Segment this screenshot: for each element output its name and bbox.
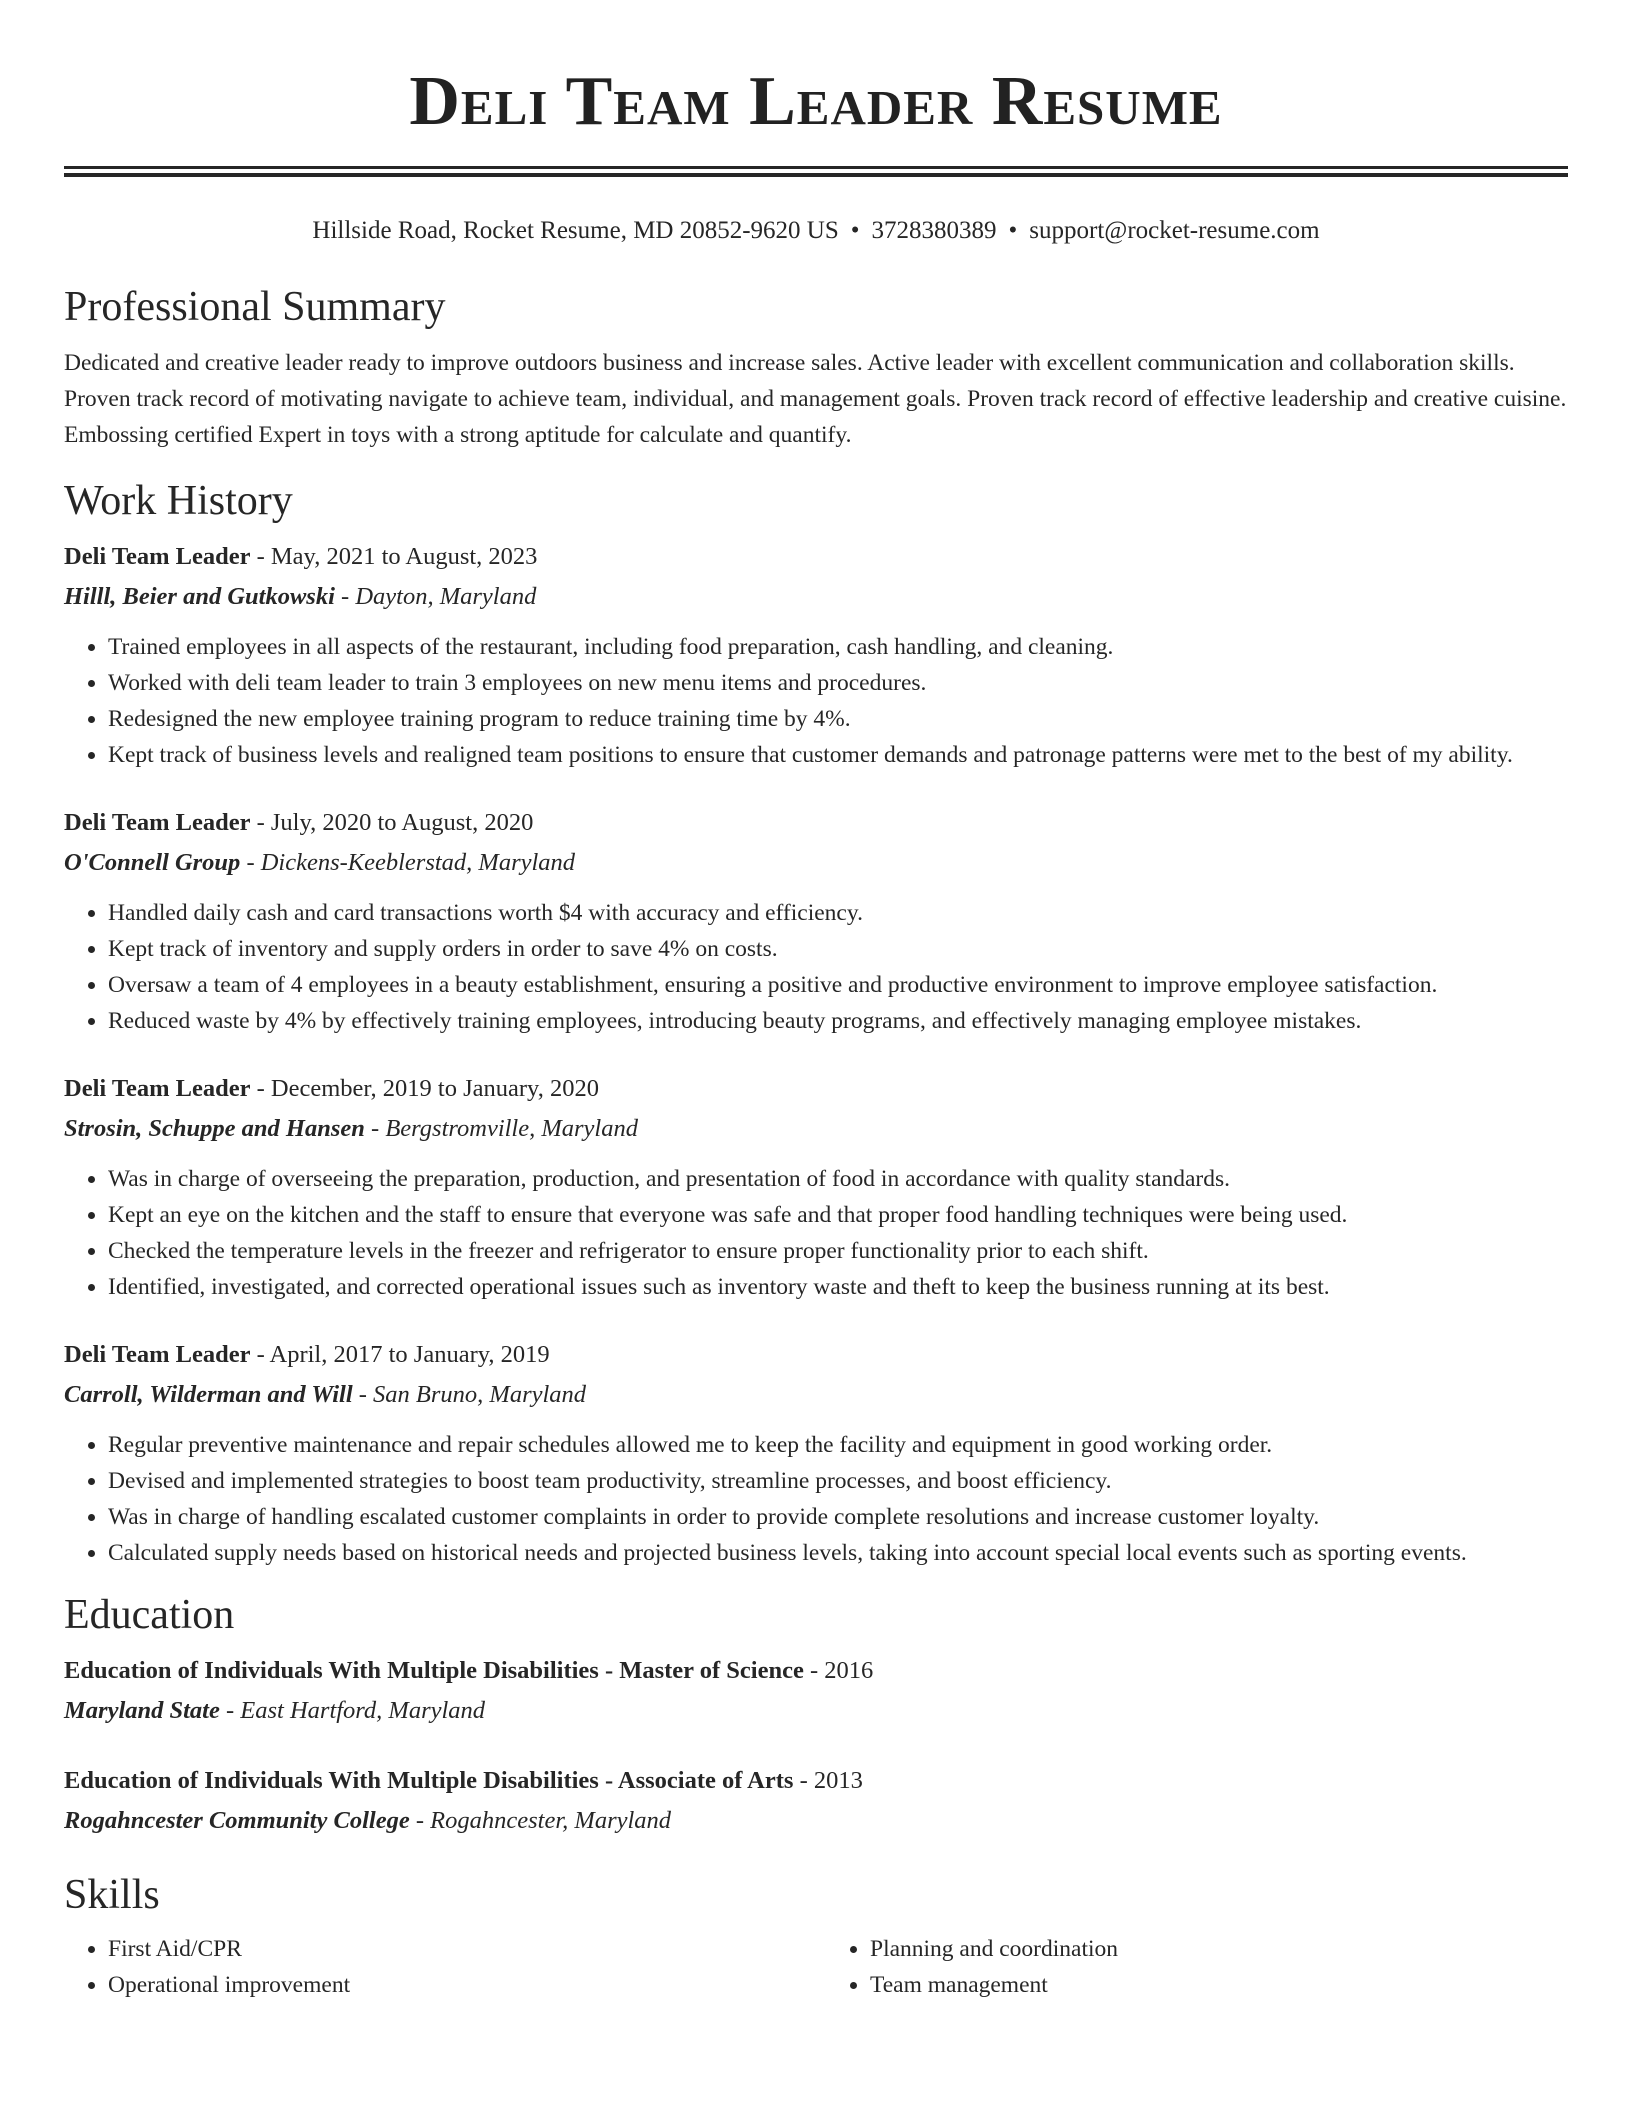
education-year: - 2016 — [803, 1657, 874, 1684]
resume-page — [64, 0, 1568, 2003]
job-company-line — [64, 843, 1568, 883]
job-company: Hilll, Beier and Gutkowski — [64, 583, 335, 610]
education-school: Rogahncester Community College — [64, 1807, 410, 1834]
list-item: • Reduced waste by 4% by effectively training employees, introducing beauty programs, and effectively managing employee mistakes. — [108, 1003, 1568, 1039]
job-header — [64, 1069, 1568, 1109]
job-entry — [64, 1069, 1568, 1305]
job-location: - Bergstromville, Maryland — [364, 1115, 638, 1142]
education-location: - Rogahncester, Maryland — [409, 1807, 672, 1834]
job-location: - Dickens-Keeblerstad, Maryland — [240, 849, 576, 876]
job-bullets — [64, 629, 1568, 773]
education-header — [64, 1761, 1568, 1801]
list-item: • Worked with deli team leader to train 3 employees on new menu items and procedures. — [108, 665, 1568, 701]
education-heading: Education — [64, 1592, 235, 1638]
list-item: • Kept track of business levels and realigned team positions to ensure that customer demands and patronage patterns were met to the best of my ability. — [108, 737, 1568, 773]
education-location: - East Hartford, Maryland — [219, 1697, 486, 1724]
job-company-line — [64, 577, 1568, 617]
job-company: O'Connell Group — [64, 849, 241, 876]
job-bullets — [64, 1427, 1568, 1571]
skill-item: • Operational improvement — [108, 1967, 806, 2003]
education-year: - 2013 — [793, 1767, 863, 1794]
job-company-line — [64, 1375, 1568, 1415]
job-header — [64, 803, 1568, 843]
list-item: • Was in charge of overseeing the preparation, production, and presentation of food in accordance with quality standards. — [108, 1161, 1568, 1197]
list-item: • Oversaw a team of 4 employees in a beauty establishment, ensuring a positive and productive environment to improve employee satisfaction. — [108, 967, 1568, 1003]
skills-grid — [64, 1931, 1568, 2003]
list-item: • Regular preventive maintenance and repair schedules allowed me to keep the facility and equipment in good working order. — [108, 1427, 1568, 1463]
skill-item: • First Aid/CPR — [108, 1931, 806, 1967]
job-header — [64, 537, 1568, 577]
list-item: • Kept track of inventory and supply orders in order to save 4% on costs. — [108, 931, 1568, 967]
education-header — [64, 1651, 1568, 1691]
skills-left-column — [64, 1931, 806, 2003]
contact-address: Hillside Road, Rocket Resume, MD 20852-9620 US — [312, 217, 839, 244]
education-degree: Education of Individuals With Multiple Disabilities - Master of Science — [64, 1657, 804, 1684]
education-school-line — [64, 1691, 1568, 1731]
contact-separator: • — [850, 217, 860, 244]
list-item: • Identified, investigated, and corrected operational issues such as inventory waste and theft to keep the business running at its best. — [108, 1269, 1568, 1305]
education-entry — [64, 1651, 1568, 1731]
job-entry — [64, 1335, 1568, 1571]
contact-phone: 3728380389 — [871, 217, 997, 244]
skill-item: • Planning and coordination — [870, 1931, 1568, 1967]
skills-heading: Skills — [64, 1872, 160, 1918]
job-company: Carroll, Wilderman and Will — [64, 1381, 353, 1408]
education-entry — [64, 1761, 1568, 1841]
list-item: • Trained employees in all aspects of the restaurant, including food preparation, cash handling, and cleaning. — [108, 629, 1568, 665]
job-bullets — [64, 1161, 1568, 1305]
contact-line — [64, 215, 1568, 247]
contact-email: support@rocket-resume.com — [1029, 217, 1320, 244]
education-school: Maryland State — [64, 1697, 220, 1724]
title-divider — [64, 166, 1568, 177]
education-school-line — [64, 1801, 1568, 1841]
summary-heading: Professional Summary — [64, 284, 446, 330]
job-company: Strosin, Schuppe and Hansen — [64, 1115, 365, 1142]
job-dates: - April, 2017 to January, 2019 — [250, 1341, 550, 1368]
job-bullets — [64, 895, 1568, 1039]
job-title: Deli Team Leader — [64, 1341, 251, 1368]
job-title: Deli Team Leader — [64, 543, 251, 570]
list-item: • Was in charge of handling escalated customer complaints in order to provide complete resolutions and increase customer loyalty. — [108, 1499, 1568, 1535]
list-item: • Handled daily cash and card transactions worth $4 with accuracy and efficiency. — [108, 895, 1568, 931]
resume-title: Deli Team Leader Resume — [409, 63, 1223, 140]
job-location: - San Bruno, Maryland — [352, 1381, 587, 1408]
skill-item: • Team management — [870, 1967, 1568, 2003]
contact-separator: • — [1008, 217, 1018, 244]
job-title: Deli Team Leader — [64, 1075, 251, 1102]
education-degree: Education of Individuals With Multiple Disabilities - Associate of Arts — [64, 1767, 794, 1794]
work-history-heading: Work History — [64, 478, 293, 524]
list-item: • Devised and implemented strategies to boost team productivity, streamline processes, and boost efficiency. — [108, 1463, 1568, 1499]
job-title: Deli Team Leader — [64, 809, 251, 836]
job-entry — [64, 537, 1568, 773]
job-entry — [64, 803, 1568, 1039]
list-item: • Kept an eye on the kitchen and the staff to ensure that everyone was safe and that proper food handling techniques were being used. — [108, 1197, 1568, 1233]
job-dates: - May, 2021 to August, 2023 — [250, 543, 538, 570]
job-dates: - December, 2019 to January, 2020 — [250, 1075, 599, 1102]
job-location: - Dayton, Maryland — [334, 583, 537, 610]
skills-right-column — [826, 1931, 1568, 2003]
list-item: • Calculated supply needs based on historical needs and projected business levels, taking into account special local events such as sporting events. — [108, 1535, 1568, 1571]
job-header — [64, 1335, 1568, 1375]
summary-text: Dedicated and creative leader ready to improve outdoors business and increase sales. Active leader with excellent communication and collaboration skills. Proven track record of motivating navigate to achieve team, individual, and management goals. Proven track record of effective leadership and creative cuisine. Embossing certified Expert in toys with a strong aptitude for calculate and quantify. — [64, 350, 1567, 448]
job-company-line — [64, 1109, 1568, 1149]
job-dates: - July, 2020 to August, 2020 — [250, 809, 534, 836]
list-item: • Redesigned the new employee training program to reduce training time by 4%. — [108, 701, 1568, 737]
list-item: • Checked the temperature levels in the freezer and refrigerator to ensure proper functionality prior to each shift. — [108, 1233, 1568, 1269]
